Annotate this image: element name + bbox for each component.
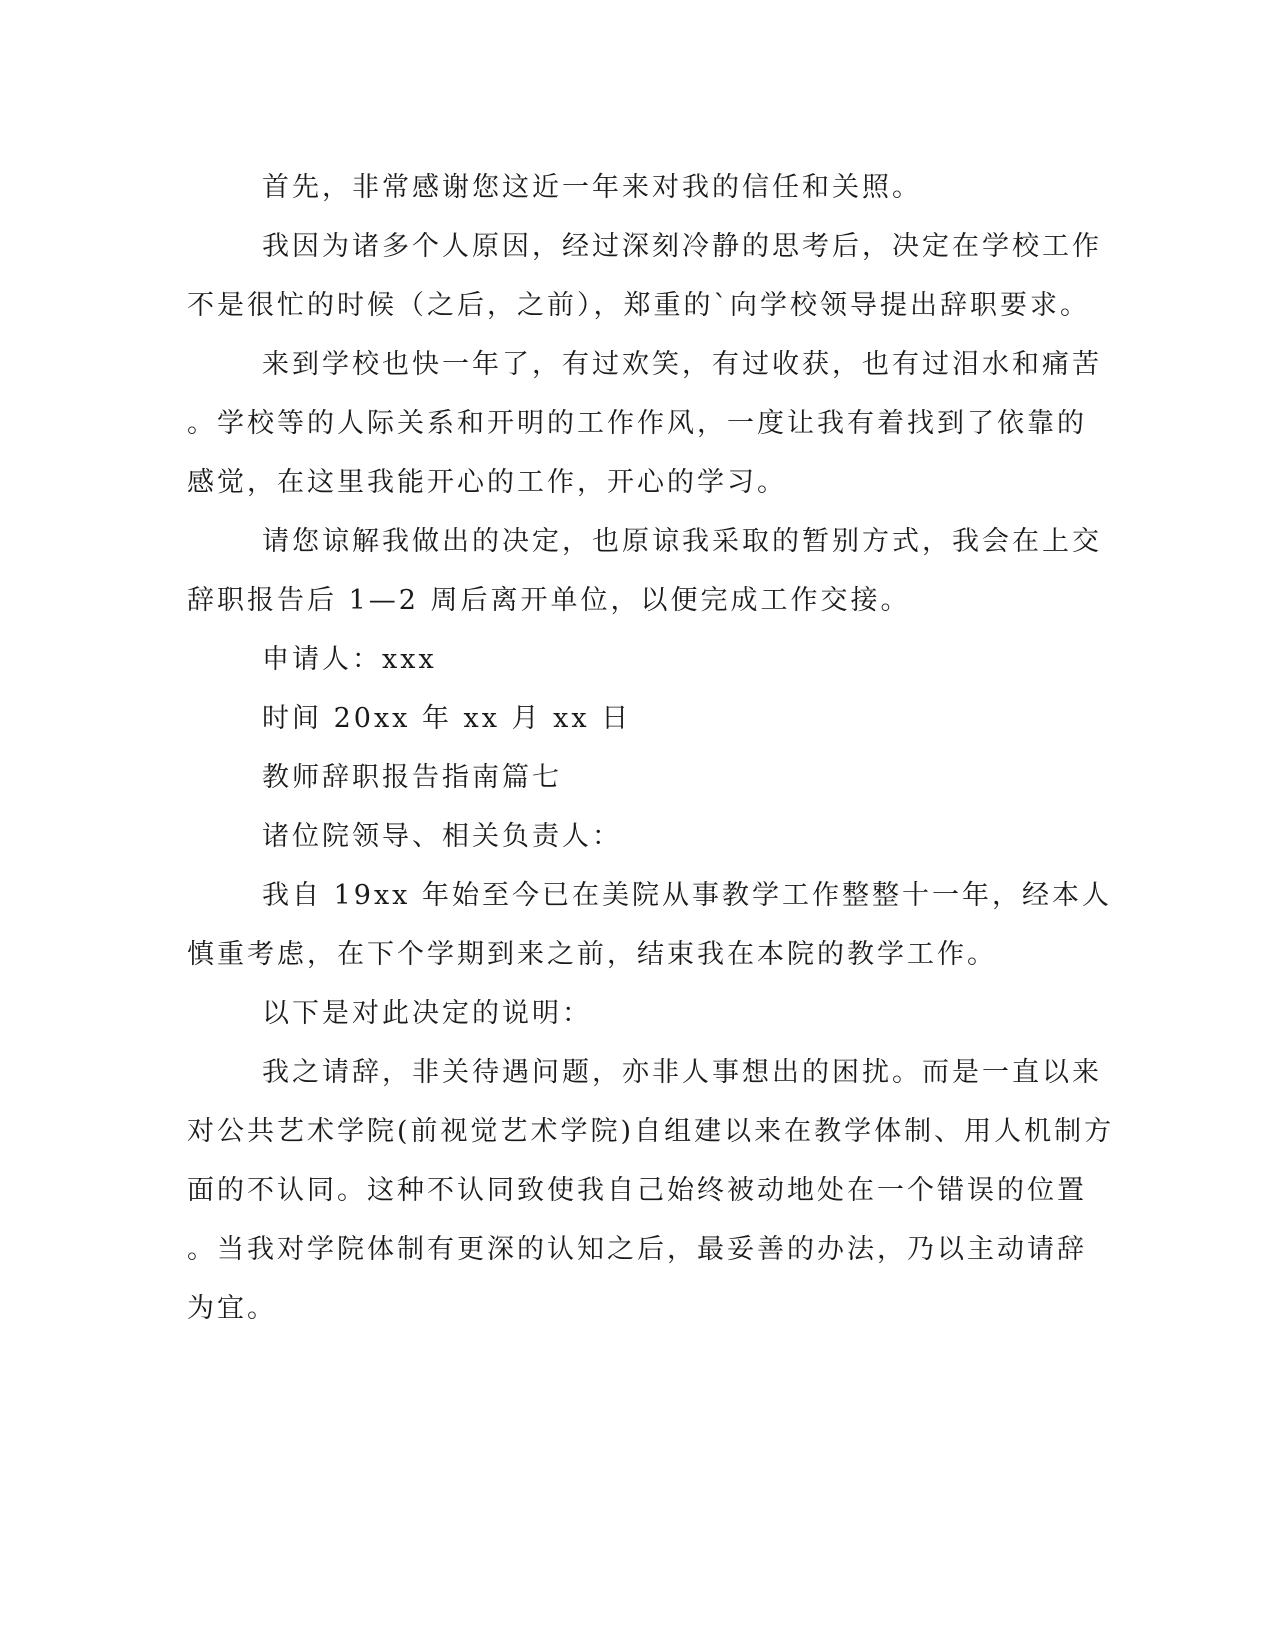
salutation-line: 诸位院领导、相关负责人： [262,821,622,852]
paragraph-line: 请您谅解我做出的决定，也原谅我采取的暂别方式，我会在上交 [262,526,1102,557]
paragraph-line: 面的不认同。这种不认同致使我自己始终被动地处在一个错误的位置 [187,1175,1087,1206]
paragraph-line: 以下是对此决定的说明： [262,998,592,1029]
paragraph-line: 。当我对学院体制有更深的认知之后，最妥善的办法，乃以主动请辞 [187,1234,1087,1265]
section-title: 教师辞职报告指南篇七 [262,762,562,793]
paragraph-line: 为宜。 [187,1293,277,1324]
paragraph-line: 对公共艺术学院(前视觉艺术学院)自组建以来在教学体制、用人机制方 [187,1116,1115,1147]
paragraph-line: 来到学校也快一年了，有过欢笑，有过收获，也有过泪水和痛苦 [262,349,1102,380]
paragraph-line: 我自 19xx 年始至今已在美院从事教学工作整整十一年，经本人 [262,880,1112,911]
paragraph-line: 首先，非常感谢您这近一年来对我的信任和关照。 [262,172,922,203]
paragraph-line: 不是很忙的时候（之后，之前），郑重的`向学校领导提出辞职要求。 [187,290,1090,321]
paragraph-line: 我因为诸多个人原因，经过深刻冷静的思考后，决定在学校工作 [262,231,1102,262]
paragraph-line: 感觉，在这里我能开心的工作，开心的学习。 [187,467,787,498]
paragraph-line: 慎重考虑，在下个学期到来之前，结束我在本院的教学工作。 [187,939,997,970]
date-line: 时间 20xx 年 xx 月 xx 日 [262,703,632,734]
paragraph-line: 我之请辞，非关待遇问题，亦非人事想出的困扰。而是一直以来 [262,1057,1102,1088]
applicant-line: 申请人：xxx [262,644,437,675]
paragraph-line: 辞职报告后 1—2 周后离开单位，以便完成工作交接。 [187,585,911,616]
paragraph-line: 。学校等的人际关系和开明的工作作风，一度让我有着找到了依靠的 [187,408,1087,439]
